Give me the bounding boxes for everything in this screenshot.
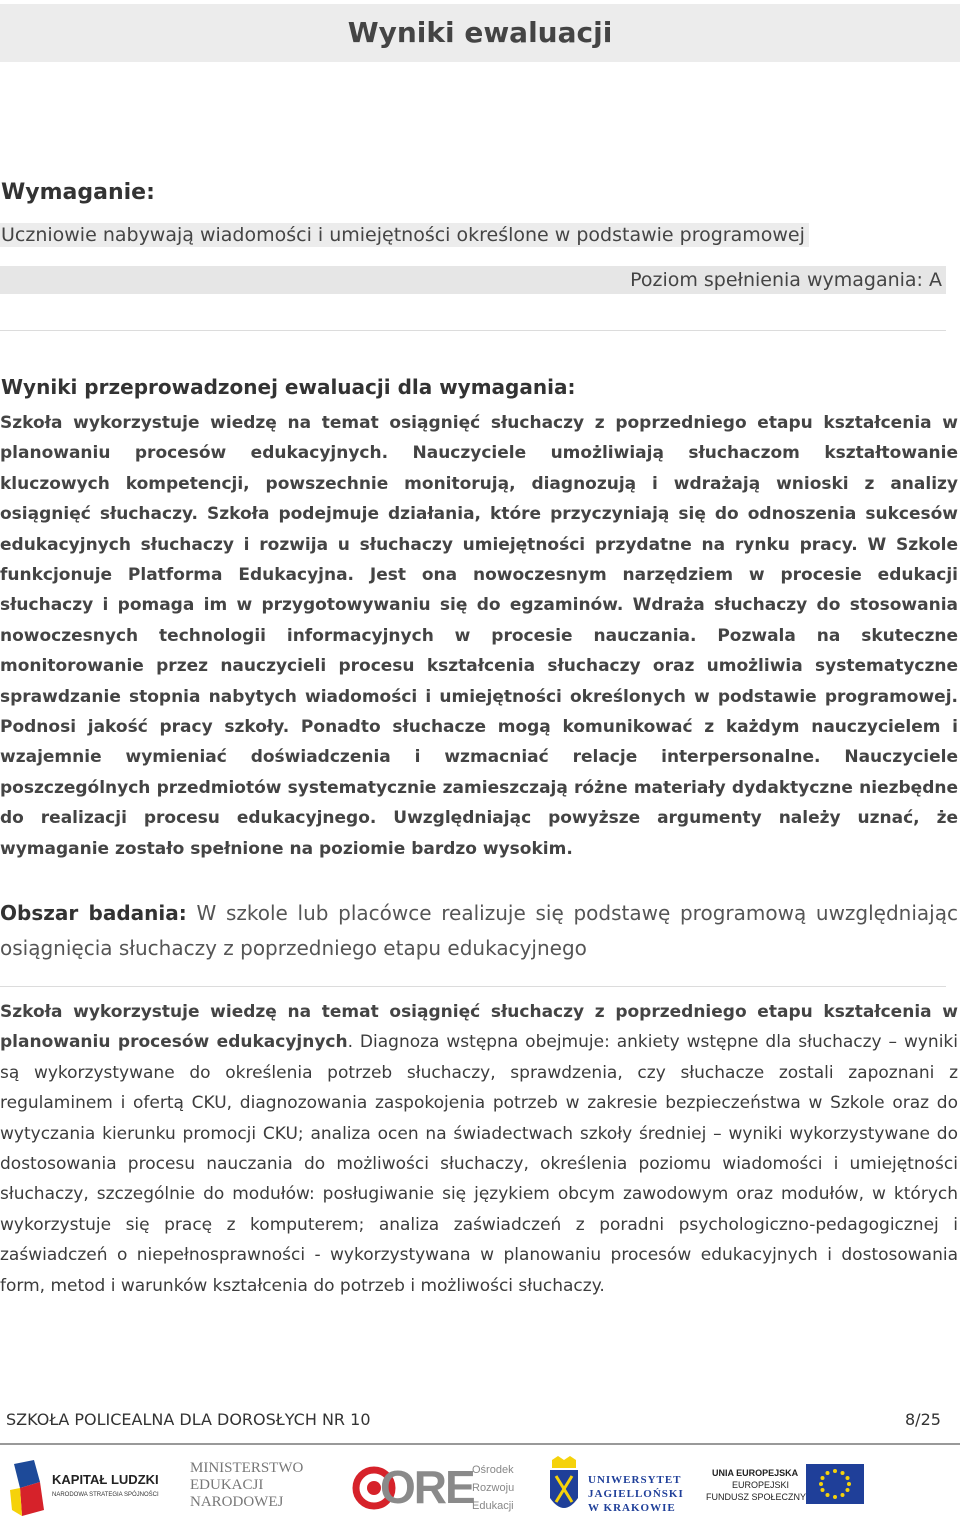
results-title: Wyniki przeprowadzonej ewaluacji dla wymagania: — [1, 375, 576, 399]
men-line1: MINISTERSTWO — [190, 1460, 304, 1476]
area-section — [0, 896, 958, 966]
uj-logo — [546, 1454, 686, 1522]
kapital-ludzki-logo — [10, 1456, 170, 1520]
finding-paragraph — [0, 997, 958, 1301]
uj-line3: W KRAKOWIE — [588, 1502, 676, 1514]
ore-line3: Edukacji — [472, 1500, 514, 1512]
eu-flag-icon — [806, 1464, 864, 1504]
uj-line2: JAGIELLOŃSKI — [588, 1488, 684, 1500]
finding-bold: Szkoła wykorzystuje wiedzę na temat osiągnięć słuchaczy z poprzedniego etapu kształcenia w planowaniu procesów edukacyjnych — [0, 1002, 958, 1053]
requirement-label: Wymaganie: — [1, 180, 155, 205]
men-logo — [190, 1460, 320, 1516]
ue-line1: UNIA EUROPEJSKA — [712, 1468, 799, 1478]
uj-crest-icon — [546, 1456, 582, 1520]
ore-logo — [352, 1458, 532, 1518]
ue-logo — [706, 1456, 876, 1520]
footer-school-name: SZKOŁA POLICEALNA DLA DOROSŁYCH NR 10 — [6, 1410, 371, 1429]
finding-text: . Diagnoza wstępna obejmuje: ankiety wstępne dla słuchaczy – wyniki są wykorzystywane do określenia potrzeb słuchaczy, sprawdzenia, czy słuchacze zostali zapoznani z regulaminem i ofertą CKU, diagnozowania zaspokojenia potrzeb w zakresie bezpieczeństwa w Szkole oraz do wytyczania kierunku promocji CKU; analiza ocen na świadectwach szkoły średniej – wyniki wykorzystywane do dostosowania procesu nauczania do możliwości słuchaczy, określenia poziomu wiadomości i umiejętności słuchaczy, szczególnie do modułów: posługiwanie się językiem obcym zawodowym oraz modułów, w których wykorzystuje się pracę z komputerem; analiza zaświadczeń z poradni psychologiczno-pedagogicznej i zaświadczeń o niepełnosprawności - wykorzystywana w planowaniu procesów edukacyjnych i dostosowania form, metod i warunków kształcenia do potrzeb i możliwości słuchaczy. — [0, 1032, 958, 1296]
requirement-text: Uczniowie nabywają wiadomości i umiejętności określone w podstawie programowej — [0, 223, 809, 247]
ue-line2: EUROPEJSKI — [732, 1480, 790, 1490]
ue-line3: FUNDUSZ SPOŁECZNY — [706, 1492, 807, 1502]
ore-main: ORE — [380, 1461, 474, 1513]
divider — [0, 986, 946, 987]
uj-line1: UNIWERSYTET — [588, 1474, 682, 1486]
ore-line2: Rozwoju — [472, 1482, 515, 1494]
men-line2: EDUKACJI — [190, 1477, 264, 1493]
page-title: Wyniki ewaluacji — [0, 4, 960, 62]
requirement-level-bar — [0, 266, 946, 294]
footer-page-number: 8/25 — [905, 1410, 941, 1429]
men-line3: NARODOWEJ — [190, 1494, 284, 1510]
ore-line1: Ośrodek — [472, 1464, 514, 1476]
divider — [0, 330, 946, 331]
kapital-ludzki-icon — [10, 1460, 44, 1516]
area-text: W szkole lub placówce realizuje się podstawę programową uwzględniając osiągnięcia słuchaczy z poprzedniego etapu edukacyjnego — [0, 901, 958, 960]
requirement-level: Poziom spełnienia wymagania: A — [630, 269, 942, 291]
kl-line2: NARODOWA STRATEGIA SPÓJNOŚCI — [52, 1492, 159, 1498]
kl-line1: KAPITAŁ LUDZKI — [52, 1472, 159, 1487]
results-body: Szkoła wykorzystuje wiedzę na temat osiągnięć słuchaczy z poprzedniego etapu kształcenia w planowaniu procesów edukacyjnych. Nauczyciele umożliwiają słuchaczom kształtowanie kluczowych kompetencji, powszechnie monitorują, diagnozują i wdrażają wnioski z analizy osiągnięć słuchaczy. Szkoła podejmuje działania, które przyczyniają się do odnoszenia sukcesów edukacyjnych słuchaczy i rozwija u słuchaczy umiejętności przydatne na rynku pracy. W Szkole funkcjonuje Platforma Edukacyjna. Jest ona nowoczesnym narzędziem w procesie edukacji słuchaczy i pomaga im w przygotowywaniu się do egzaminów. Wdraża słuchaczy do stosowania nowoczesnych technologii informacyjnych w procesie nauczania. Pozwala na skuteczne monitorowanie przez nauczycieli procesu kształcenia słuchaczy oraz umożliwia systematyczne sprawdzanie stopnia nabytych wiadomości i umiejętności określonych w podstawie programowej. Podnosi jakość pracy szkoły. Ponadto słuchacze mogą komunikować z każdym nauczycielem i wzajemnie wymieniać doświadczenia i wzmacniać relacje interpersonalne. Nauczyciele poszczególnych przedmiotów systematycznie zamieszczają różne materiały dydaktyczne niezbędne do realizacji procesu edukacyjnego. Uwzględniając powyższe argumenty należy uznać, że wymaganie zostało spełnione na poziomie bardzo wysokim. — [0, 413, 958, 859]
sponsor-logos — [0, 1452, 960, 1524]
footer-divider — [0, 1443, 960, 1445]
area-label: Obszar badania: — [0, 901, 187, 925]
